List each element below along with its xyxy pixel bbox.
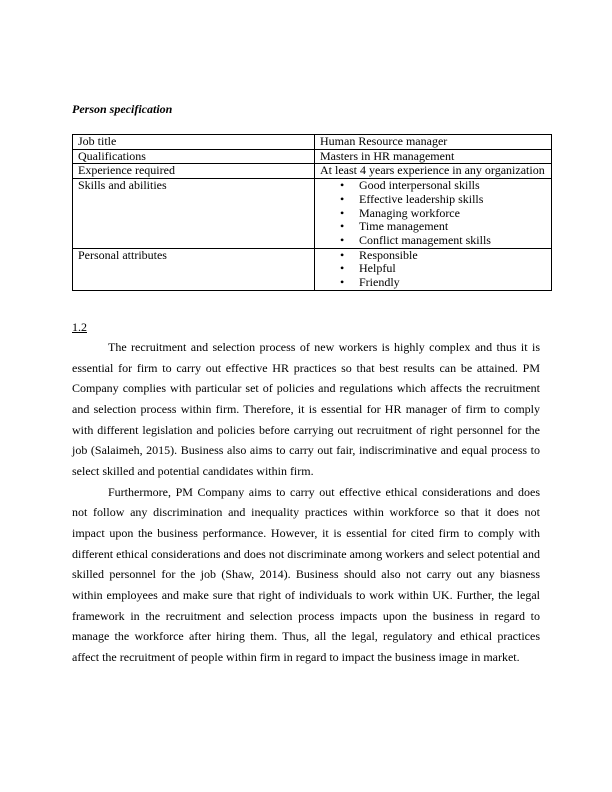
section-heading: Person specification — [72, 102, 173, 116]
list-item: • Time management — [356, 220, 551, 234]
table-row — [73, 248, 552, 290]
row-label-attributes: Personal attributes — [73, 248, 315, 290]
list-item: • Conflict management skills — [356, 234, 551, 248]
list-item: • Responsible — [356, 249, 551, 263]
paragraph: The recruitment and selection process of new workers is highly complex and thus it is essential for firm to carry out effective HR practices so that best results can be attained. PM Company complies with particular set of policies and regulations which affects the recruitment and selection process within firm. Therefore, it is essential for HR manager of firm to comply with different legislation and policies before carrying out recruitment of right personnel for the job (Salaimeh, 2015). Business also aims to carry out fair, indiscriminative and equal process to select skilled and potential candidates within firm. — [72, 340, 540, 478]
table-row — [73, 149, 552, 164]
row-value-job-title: Human Resource manager — [315, 135, 552, 150]
row-value-qualifications: Masters in HR management — [315, 149, 552, 164]
section-number: 1.2 — [72, 320, 87, 334]
list-item: • Helpful — [356, 262, 551, 276]
attributes-list — [320, 249, 551, 290]
row-label-qualifications: Qualifications — [73, 149, 315, 164]
list-item: • Friendly — [356, 276, 551, 290]
row-value-attributes — [315, 248, 552, 290]
person-specification-table — [72, 134, 552, 291]
row-value-skills — [315, 179, 552, 249]
body-text — [72, 337, 540, 668]
list-item: • Effective leadership skills — [356, 193, 551, 207]
row-value-experience: At least 4 years experience in any organization — [315, 164, 552, 179]
paragraph: Furthermore, PM Company aims to carry out effective ethical considerations and does not follow any discrimination and inequality practices within workforce so that it does not impact upon the business performance. However, it is essential for cited firm to comply with different ethical considerations and does not discriminate among workers and select potential and skilled personnel for the job (Shaw, 2014). Business should also not carry out any biasness within employees and make sure that right of individuals to work within UK. Further, the legal framework in the recruitment and selection process impacts upon the business in regard to manage the workforce after hiring them. Thus, all the legal, regulatory and ethical practices affect the recruitment of people within firm in regard to impact the business image in market. — [72, 484, 540, 664]
row-label-job-title: Job title — [73, 135, 315, 150]
table-row — [73, 135, 552, 150]
row-label-skills: Skills and abilities — [73, 179, 315, 249]
table-row — [73, 164, 552, 179]
table-row — [73, 179, 552, 249]
list-item: • Good interpersonal skills — [356, 179, 551, 193]
row-label-experience: Experience required — [73, 164, 315, 179]
skills-list — [320, 179, 551, 248]
list-item: • Managing workforce — [356, 207, 551, 221]
